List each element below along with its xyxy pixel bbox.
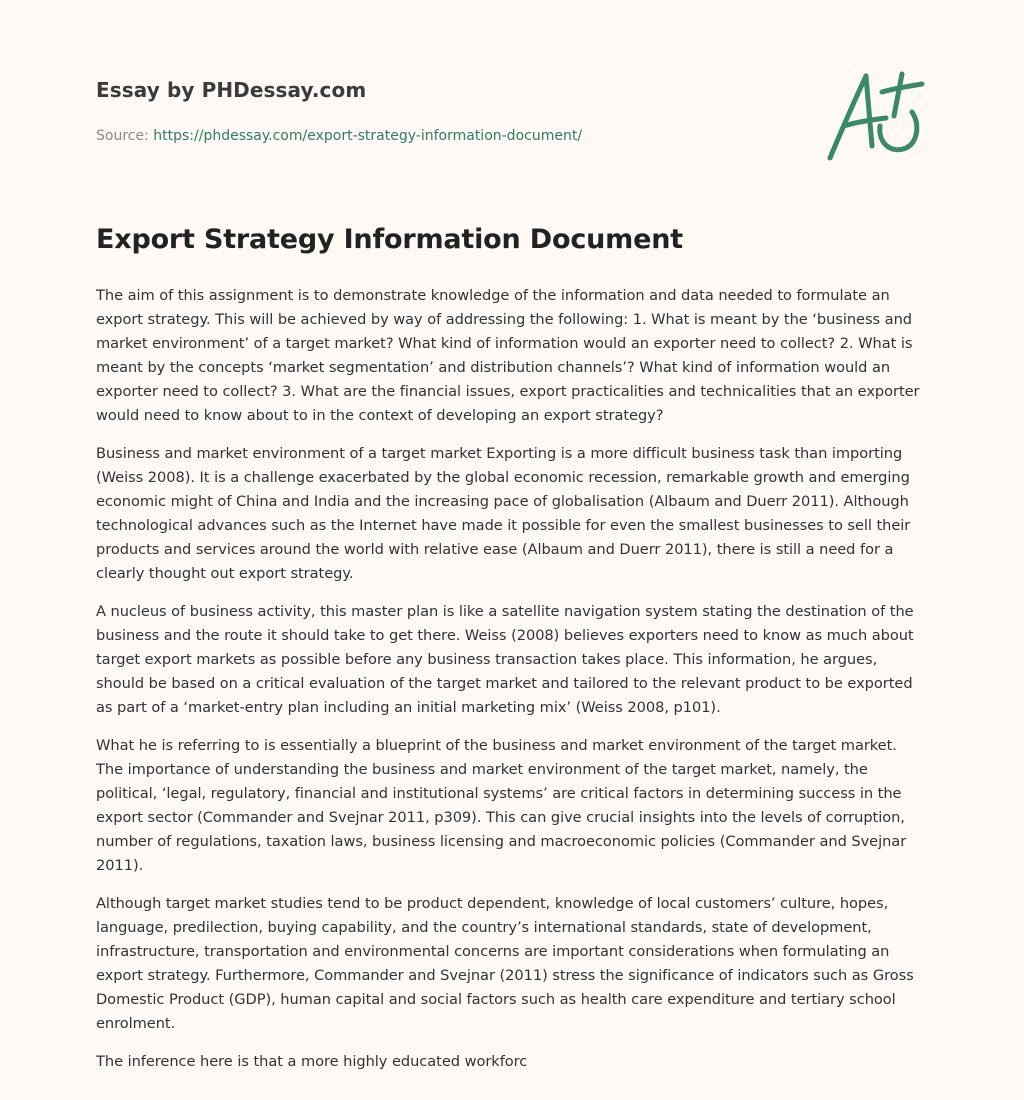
paragraph: The inference here is that a more highly educated workforc (96, 1053, 528, 1070)
essay-body (96, 284, 928, 1088)
paragraph: Although target market studies tend to be product dependent, knowledge of local customers’ culture, hopes, language, predilection, buying capability, and the country’s international standards, state of development, infrastructure, transportation and environmental concerns are important considerations when formulating an export strategy. Furthermore, Commander and Svejnar (2011) stress the significance of indicators such as Gross Domestic Product (GDP), human capital and social factors such as health care expenditure and tertiary school enrolment. (96, 895, 914, 1032)
source-label: Source: (96, 128, 149, 144)
header (96, 78, 582, 144)
page-title: Export Strategy Information Document (96, 224, 683, 255)
paragraph: A nucleus of business activity, this master plan is like a satellite navigation system stating the destination of the business and the route it should take to get there. Weiss (2008) believes exporters need to know as much about target export markets as possible before any business transaction takes place. This information, he argues, should be based on a critical evaluation of the target market and tailored to the relevant product to be exported as part of a ‘market-entry plan including an initial marketing mix’ (Weiss 2008, p101). (96, 603, 914, 716)
paragraph: What he is referring to is essentially a blueprint of the business and market environment of the target market. The importance of understanding the business and market environment of the target market, namely, the political, ‘legal, regulatory, financial and institutional systems’ are critical factors in determining success in the export sector (Commander and Svejnar 2011, p309). This can give crucial insights into the levels of corruption, number of regulations, taxation laws, business licensing and macroeconomic policies (Commander and Svejnar 2011). (96, 737, 907, 874)
a-plus-grade-icon (820, 66, 930, 166)
source-link[interactable]: https://phdessay.com/export-strategy-information-document/ (153, 128, 583, 144)
paragraph: The aim of this assignment is to demonstrate knowledge of the information and data needed to formulate an export strategy. This will be achieved by way of addressing the following: 1. What is meant by the ‘business and market environment’ of a target market? What kind of information would an exporter need to collect? 2. What is meant by the concepts ‘market segmentation’ and distribution channels’? What kind of information would an exporter need to collect? 3. What are the financial issues, export practicalities and technicalities that an exporter would need to know about to in the context of developing an export strategy? (96, 287, 920, 424)
paragraph: Business and market environment of a target market Exporting is a more difficult business task than importing (Weiss 2008). It is a challenge exacerbated by the global economic recession, remarkable growth and emerging economic might of China and India and the increasing pace of globalisation (Albaum and Duerr 2011). Although technological advances such as the Internet have made it possible for even the smallest businesses to sell their products and services around the world with relative ease (Albaum and Duerr 2011), there is still a need for a clearly thought out export strategy. (96, 445, 911, 582)
source-line (96, 128, 582, 144)
site-brand: Essay by PHDessay.com (96, 78, 367, 102)
